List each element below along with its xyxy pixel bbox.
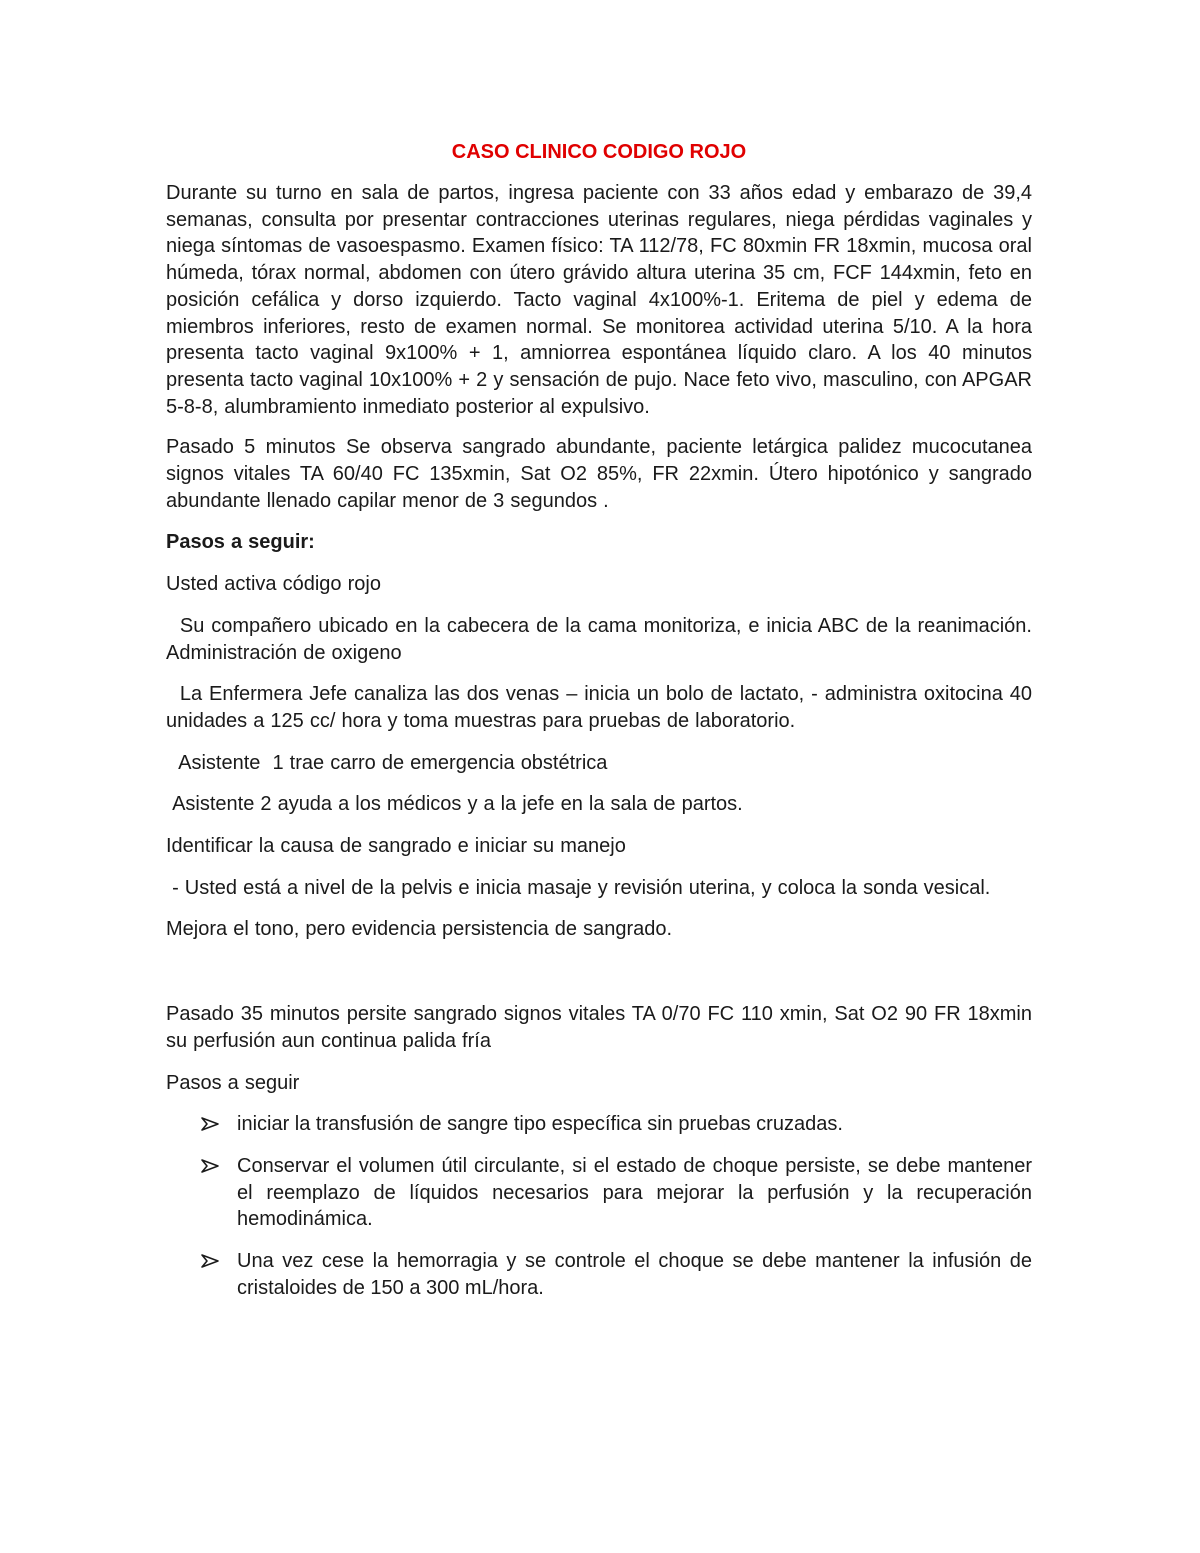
step-paragraph: Identificar la causa de sangrado e iniciar su manejo xyxy=(166,835,626,858)
step-paragraph: Su compañero ubicado en la cabecera de la cama monitoriza, e inicia ABC de la reanimación. Administración de oxigeno xyxy=(166,614,1045,664)
thirty-five-minutes-paragraph: Pasado 35 minutos persite sangrado signos vitales TA 0/70 FC 110 xmin, Sat O2 90 FR 18xmin su perfusión aun continua palida fría xyxy=(166,1003,1032,1052)
list-item xyxy=(166,1111,1032,1138)
step-paragraph: Asistente 2 ayuda a los médicos y a la jefe en la sala de partos. xyxy=(166,793,743,816)
document-title: CASO CLINICO CODIGO ROJO xyxy=(451,141,747,163)
steps-heading-plain: Pasos a seguir xyxy=(166,1071,300,1094)
arrowhead-bullet-icon xyxy=(200,1248,220,1274)
list-item xyxy=(166,1153,1032,1233)
arrowhead-bullet-icon xyxy=(200,1153,220,1179)
list-item-text: Una vez cese la hemorragia y se controle el choque se debe mantener la infusión de cristaloides de 150 a 300 mL/hora. xyxy=(237,1250,1032,1299)
step-paragraph: Mejora el tono, pero evidencia persistencia de sangrado. xyxy=(166,918,673,941)
arrowhead-bullet-icon xyxy=(200,1111,220,1137)
list-item-text: Conservar el volumen útil circulante, si el estado de choque persiste, se debe mantener el reemplazo de líquidos necesarios para mejorar la perfusión y la recuperación hemodinámica. xyxy=(237,1154,1032,1231)
bullet-list xyxy=(166,1111,1032,1301)
list-item-text: iniciar la transfusión de sangre tipo específica sin pruebas cruzadas. xyxy=(237,1113,843,1136)
five-minutes-paragraph: Pasado 5 minutos Se observa sangrado abundante, paciente letárgica palidez mucocutanea signos vitales TA 60/40 FC 135xmin, Sat O2 85%, FR 22xmin. Útero hipotónico y sangrado abundante llenado capilar menor de 3 segundos . xyxy=(166,436,1032,512)
step-paragraph: Asistente 1 trae carro de emergencia obstétrica xyxy=(166,751,608,774)
step-paragraph: - Usted está a nivel de la pelvis e inicia masaje y revisión uterina, y coloca la sonda vesical. xyxy=(166,876,991,899)
step-paragraph: Usted activa código rojo xyxy=(166,573,381,596)
step-paragraph: La Enfermera Jefe canaliza las dos venas – inicia un bolo de lactato, - administra oxitocina 40 unidades a 125 cc/ hora y toma muestras para pruebas de laboratorio. xyxy=(166,683,1039,732)
list-item xyxy=(166,1248,1032,1301)
intro-paragraph: Durante su turno en sala de partos, ingresa paciente con 33 años edad y embarazo de 39,4 semanas, consulta por presentar contracciones uterinas regulares, niega pérdidas vaginales y niega síntomas de vasoespasmo. Examen físico: TA 112/78, FC 80xmin FR 18xmin, mucosa oral húmeda, tórax normal, abdomen con útero grávido altura uterina 35 cm, FCF 144xmin, feto en posición cefálica y dorso izquierdo. Tacto vaginal 4x100%-1. Eritema de piel y edema de miembros inferiores, resto de examen normal. Se monitorea actividad uterina 5/10. A la hora presenta tacto vaginal 9x100% + 1, amniorrea espontánea líquido claro. A los 40 minutos presenta tacto vaginal 10x100% + 2 y sensación de pujo. Nace feto vivo, masculino, con APGAR 5-8-8, alumbramiento inmediato posterior al expulsivo. xyxy=(166,182,1032,418)
steps-heading: Pasos a seguir: xyxy=(166,531,315,554)
